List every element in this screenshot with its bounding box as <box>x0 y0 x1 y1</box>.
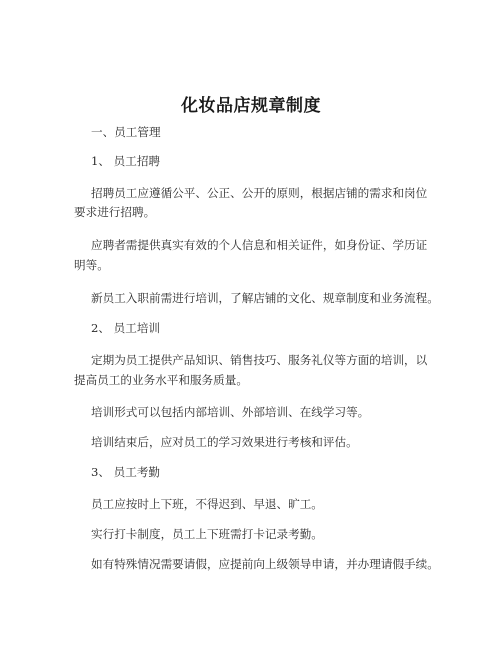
paragraph-recruitment-2-line-1: 应聘者需提供真实有效的个人信息和相关证件，如身份证、学历证 <box>91 238 428 252</box>
paragraph-attendance-2: 实行打卡制度，员工上下班需打卡记录考勤。 <box>91 527 323 541</box>
paragraph-recruitment-3: 新员工入职前需进行培训，了解店铺的文化、规章制度和业务流程。 <box>91 291 439 305</box>
paragraph-recruitment-1-line-1: 招聘员工应遵循公平、公正、公开的原则，根据店铺的需求和岗位 <box>91 186 428 200</box>
subsection-heading-recruitment: 1、 员工招聘 <box>91 154 161 168</box>
paragraph-training-1-line-2: 提高员工的业务水平和服务质量。 <box>74 373 248 387</box>
paragraph-attendance-1: 员工应按时上下班，不得迟到、早退、旷工。 <box>91 497 323 511</box>
paragraph-recruitment-1-line-2: 要求进行招聘。 <box>74 205 156 219</box>
paragraph-recruitment-2-line-2: 明等。 <box>74 258 109 272</box>
paragraph-training-3: 培训结束后，应对员工的学习效果进行考核和评估。 <box>91 435 358 449</box>
paragraph-training-2: 培训形式可以包括内部培训、外部培训、在线学习等。 <box>91 405 370 419</box>
document-title: 化妆品店规章制度 <box>181 96 321 116</box>
subsection-heading-attendance: 3、 员工考勤 <box>91 465 161 479</box>
subsection-heading-training: 2、 员工培训 <box>91 321 161 335</box>
paragraph-attendance-3: 如有特殊情况需要请假，应提前向上级领导申请，并办理请假手续。 <box>91 557 439 571</box>
paragraph-training-1-line-1: 定期为员工提供产品知识、销售技巧、服务礼仪等方面的培训，以 <box>91 353 428 367</box>
section-heading-staff-management: 一、员工管理 <box>91 125 161 139</box>
